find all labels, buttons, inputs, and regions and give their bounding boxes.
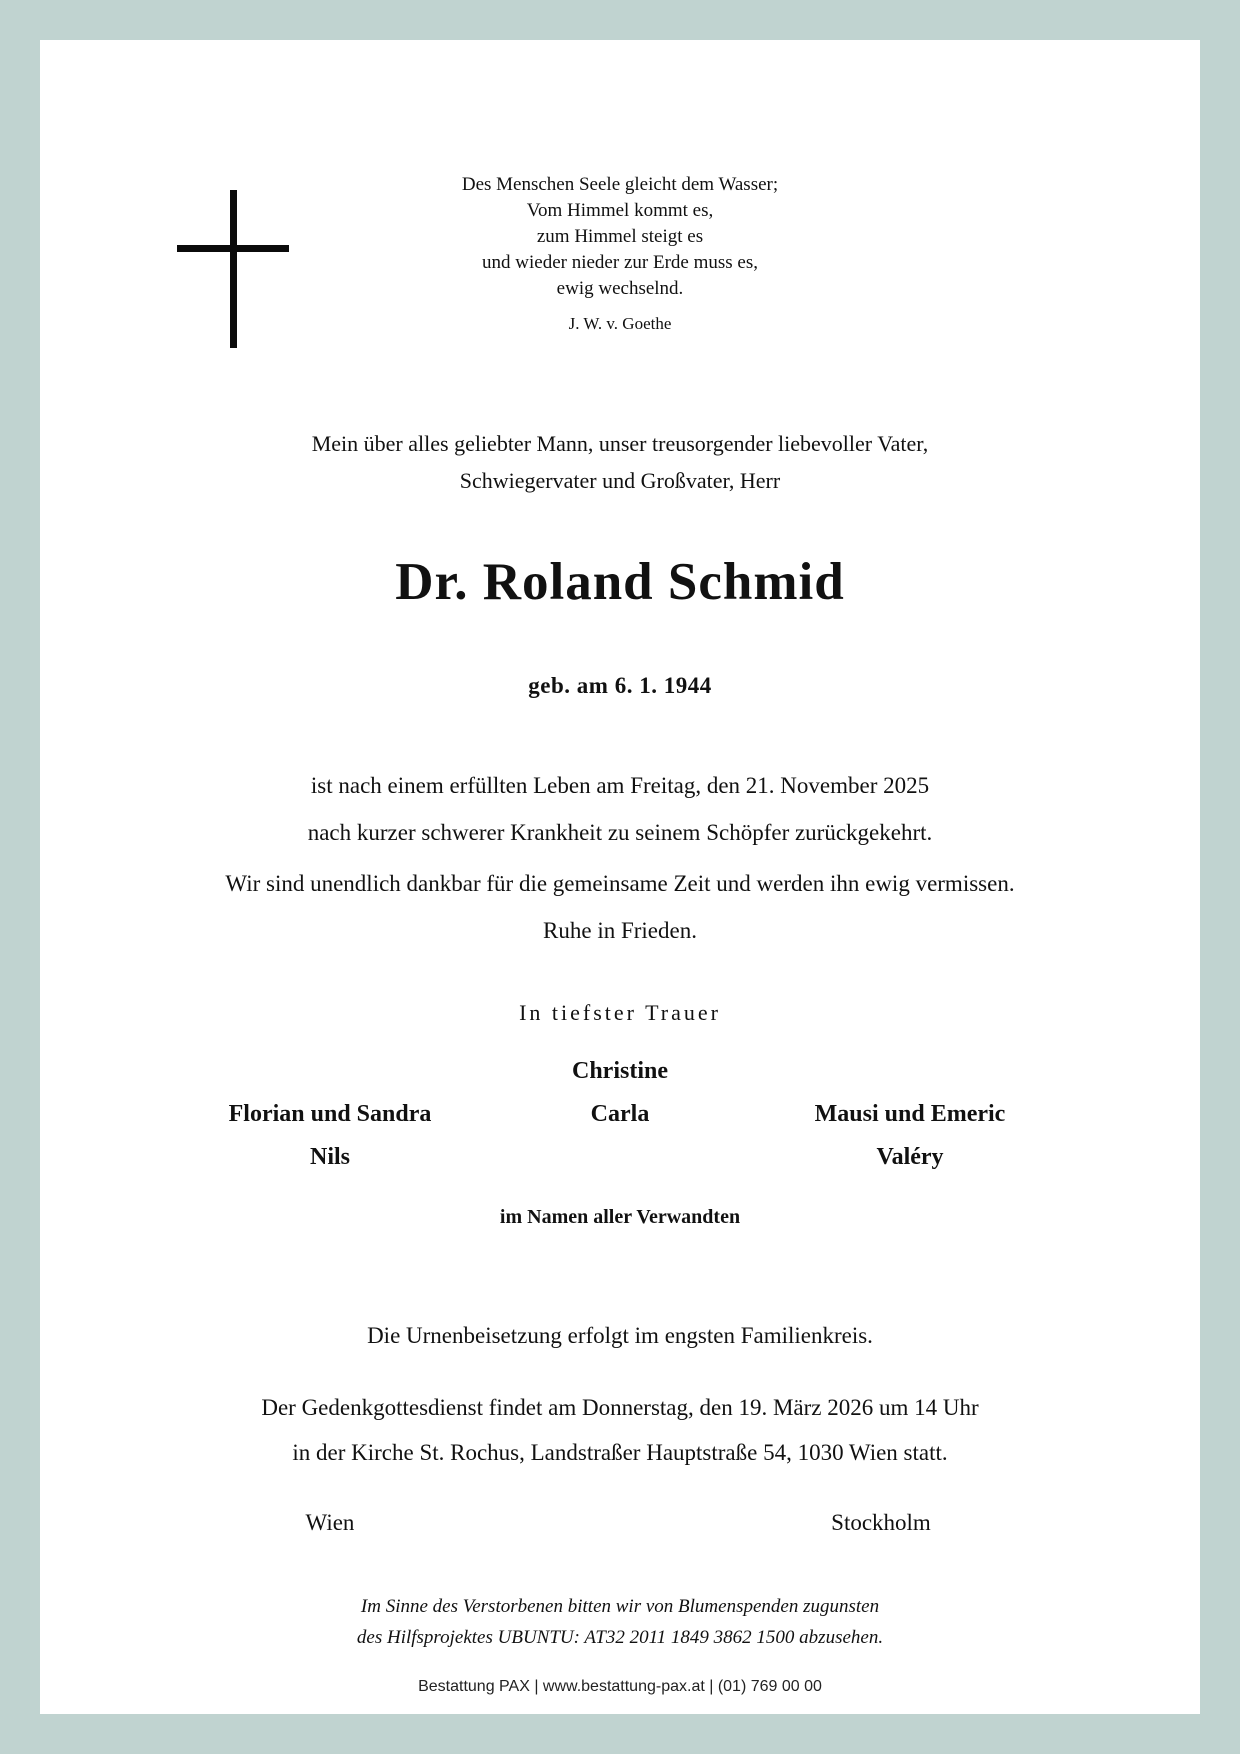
intro-line-1: Mein über alles geliebter Mann, unser treusorgender liebevoller Vater, (311, 431, 929, 456)
passing-paragraph (40, 762, 1200, 856)
passing-line-1: ist nach einem erfüllten Leben am Freitag, den 21. November 2025 (310, 773, 930, 798)
intro-line-2: Schwiegervater und Großvater, Herr (459, 468, 781, 493)
gratitude-line-1: Wir sind unendlich dankbar für die gemeinsame Zeit und werden ihn ewig vermissen. (225, 871, 1015, 896)
passing-line-2: nach kurzer schwerer Krankheit zu seinem Schöpfer zurückgekehrt. (307, 820, 933, 845)
poem-line: Vom Himmel kommt es, (526, 200, 714, 221)
mourner-name: Christine (572, 1058, 668, 1084)
cities-row (40, 1510, 1200, 1542)
donation-line-2: des Hilfsprojektes UBUNTU: AT32 2011 1849 3862 1500 abzusehen. (356, 1627, 884, 1648)
gratitude-paragraph (40, 860, 1200, 954)
mourner-name: Valéry (876, 1144, 944, 1170)
poem-line: Des Menschen Seele gleicht dem Wasser; (461, 174, 779, 195)
poem-line: zum Himmel steigt es (536, 226, 704, 247)
poem-quote (40, 172, 1200, 337)
mourner-name: Florian und Sandra (228, 1101, 432, 1127)
mourner-name: Nils (309, 1144, 350, 1170)
service-line-2: in der Kirche St. Rochus, Landstraßer Hauptstraße 54, 1030 Wien statt. (292, 1440, 948, 1465)
intro-text (40, 425, 1200, 499)
poem-attribution: J. W. v. Goethe (568, 314, 672, 333)
funeral-home-contact: Bestattung PAX | www.bestattung-pax.at | (01) 769 00 00 (418, 1678, 822, 1695)
poem-line: und wieder nieder zur Erde muss es, (482, 252, 758, 273)
service-line-1: Der Gedenkgottesdienst findet am Donnerstag, den 19. März 2026 um 14 Uhr (261, 1395, 979, 1420)
poem-line: ewig wechselnd. (556, 278, 684, 299)
city-left: Wien (305, 1510, 355, 1535)
urn-ceremony-line: Die Urnenbeisetzung erfolgt im engsten Familienkreis. (367, 1323, 873, 1348)
mourner-name: Mausi und Emeric (814, 1101, 1006, 1127)
donation-line-1: Im Sinne des Verstorbenen bitten wir von Blumenspenden zugunsten (360, 1596, 880, 1617)
gratitude-line-2: Ruhe in Frieden. (543, 918, 697, 943)
mourners-row-3 (40, 1144, 1200, 1176)
donation-note (40, 1591, 1200, 1653)
memorial-service-paragraph (40, 1385, 1200, 1475)
deceased-name: Dr. Roland Schmid (395, 553, 845, 611)
mourners-row-1 (40, 1058, 1200, 1090)
mourners-closing: im Namen aller Verwandten (499, 1206, 741, 1228)
mourning-heading: In tiefster Trauer (519, 1000, 721, 1025)
mourners-row-2 (40, 1101, 1200, 1133)
birth-date: geb. am 6. 1. 1944 (528, 673, 712, 698)
city-right: Stockholm (831, 1510, 931, 1535)
obituary-card (40, 40, 1200, 1714)
mourner-name: Carla (590, 1101, 650, 1127)
